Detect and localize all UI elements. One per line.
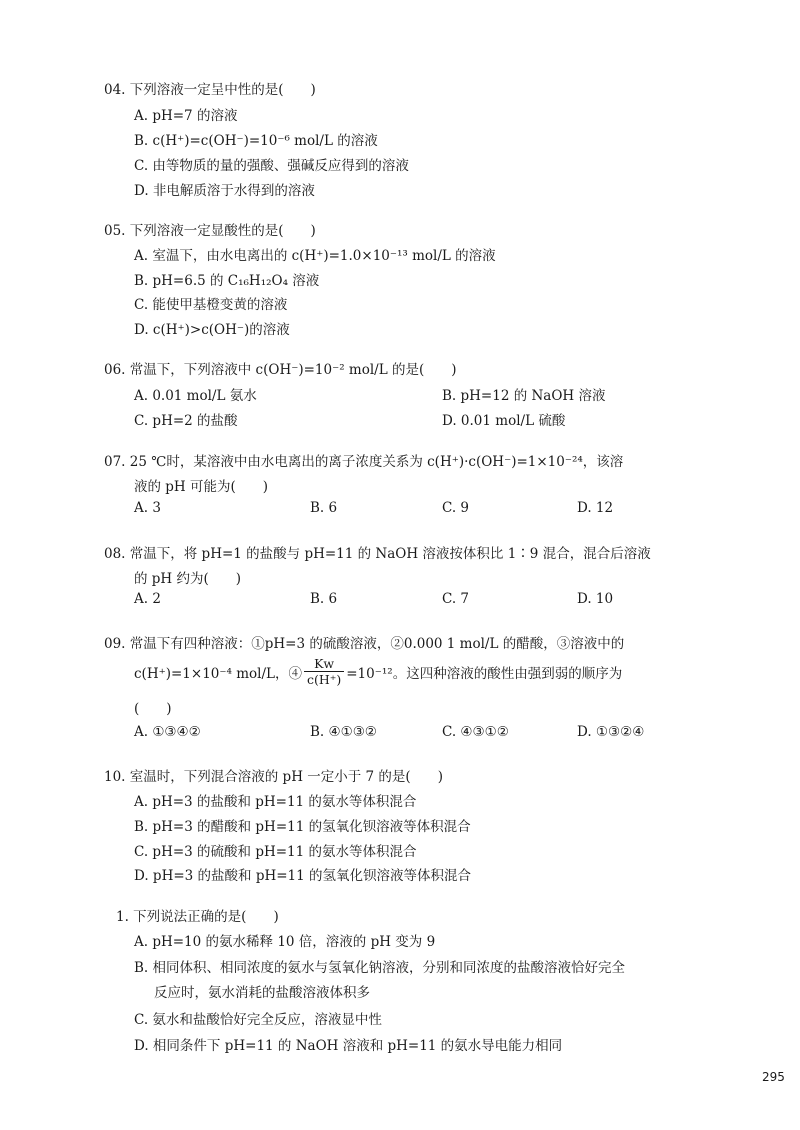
option-c: C. pH=3 的硫酸和 pH=11 的氨水等体积混合 bbox=[134, 844, 417, 860]
option-b: B. pH=6.5 的 C₁₆H₁₂O₄ 溶液 bbox=[134, 273, 320, 289]
question-07-stem-line-2: 液的 pH 可能为( ) bbox=[134, 479, 269, 495]
question-08-stem-line-2: 的 pH 约为( ) bbox=[134, 571, 242, 587]
question-09-stem-line-3: ( ) bbox=[134, 701, 172, 717]
question-09-stem-line-2 bbox=[134, 656, 622, 687]
option-c: C. 能使甲基橙变黄的溶液 bbox=[134, 297, 288, 313]
option-d: D. 12 bbox=[577, 500, 614, 516]
question-08-stem-line-1: 08. 常温下，将 pH=1 的盐酸与 pH=11 的 NaOH 溶液按体积比 1∶9 混合，混合后溶液 bbox=[104, 546, 651, 562]
option-b: B. ④①③② bbox=[310, 724, 377, 740]
option-a: A. ①③④② bbox=[134, 724, 201, 740]
stem-part: c(H⁺)=1×10⁻⁴ mol/L，④ bbox=[134, 665, 302, 682]
option-d: D. pH=3 的盐酸和 pH=11 的氢氧化钡溶液等体积混合 bbox=[134, 868, 472, 884]
option-c: C. 氨水和盐酸恰好完全反应，溶液显中性 bbox=[134, 1012, 382, 1028]
option-c: C. 9 bbox=[442, 500, 470, 516]
option-d: D. 相同条件下 pH=11 的 NaOH 溶液和 pH=11 的氨水导电能力相同 bbox=[134, 1038, 563, 1054]
option-a: A. 2 bbox=[134, 591, 161, 607]
question-06-stem: 06. 常温下，下列溶液中 c(OH⁻)=10⁻² mol/L 的是( ) bbox=[104, 362, 457, 378]
option-b: B. 6 bbox=[310, 591, 338, 607]
question-07-stem-line-1: 07. 25 ℃时，某溶液中由水电离出的离子浓度关系为 c(H⁺)·c(OH⁻)=1×10⁻²⁴，该溶 bbox=[104, 454, 624, 470]
option-d: D. 0.01 mol/L 硫酸 bbox=[442, 413, 566, 429]
option-b: B. pH=3 的醋酸和 pH=11 的氢氧化钡溶液等体积混合 bbox=[134, 819, 471, 835]
option-a: A. pH=10 的氨水稀释 10 倍，溶液的 pH 变为 9 bbox=[134, 934, 436, 950]
option-d: D. 10 bbox=[577, 591, 614, 607]
option-a: A. 3 bbox=[134, 500, 161, 516]
page-number: 295 bbox=[762, 1070, 785, 1084]
option-d: D. ①③②④ bbox=[577, 724, 645, 740]
option-c: C. pH=2 的盐酸 bbox=[134, 413, 238, 429]
option-b: B. c(H⁺)=c(OH⁻)=10⁻⁶ mol/L 的溶液 bbox=[134, 133, 378, 149]
option-c: C. ④③①② bbox=[442, 724, 509, 740]
question-11-stem: 1. 下列说法正确的是( ) bbox=[116, 909, 279, 925]
option-a: A. 0.01 mol/L 氨水 bbox=[134, 388, 257, 404]
question-05-stem: 05. 下列溶液一定显酸性的是( ) bbox=[104, 223, 316, 239]
option-b-continued: 反应时，氨水消耗的盐酸溶液体积多 bbox=[154, 985, 370, 1001]
option-a: A. pH=3 的盐酸和 pH=11 的氨水等体积混合 bbox=[134, 794, 417, 810]
option-c: C. 由等物质的量的强酸、强碱反应得到的溶液 bbox=[134, 158, 409, 174]
question-09-stem-line-1: 09. 常温下有四种溶液：①pH=3 的硫酸溶液，②0.000 1 mol/L 的醋酸，③溶液中的 bbox=[104, 636, 625, 652]
option-d: D. c(H⁺)>c(OH⁻)的溶液 bbox=[134, 322, 290, 338]
option-b: B. pH=12 的 NaOH 溶液 bbox=[442, 388, 606, 404]
option-a: A. 室温下，由水电离出的 c(H⁺)=1.0×10⁻¹³ mol/L 的溶液 bbox=[134, 248, 496, 264]
option-b: B. 6 bbox=[310, 500, 338, 516]
option-c: C. 7 bbox=[442, 591, 470, 607]
fraction-numerator: Kw bbox=[304, 656, 344, 672]
option-b: B. 相同体积、相同浓度的氨水与氢氧化钠溶液，分别和同浓度的盐酸溶液恰好完全 bbox=[134, 960, 626, 976]
option-d: D. 非电解质溶于水得到的溶液 bbox=[134, 183, 315, 199]
kw-fraction bbox=[304, 656, 344, 687]
fraction-denominator: c(H⁺) bbox=[306, 672, 342, 687]
question-04-stem: 04. 下列溶液一定呈中性的是( ) bbox=[104, 82, 316, 98]
question-10-stem: 10. 室温时，下列混合溶液的 pH 一定小于 7 的是( ) bbox=[104, 769, 443, 785]
stem-part: =10⁻¹²。这四种溶液的酸性由强到弱的顺序为 bbox=[346, 665, 623, 682]
option-a: A. pH=7 的溶液 bbox=[134, 108, 238, 124]
